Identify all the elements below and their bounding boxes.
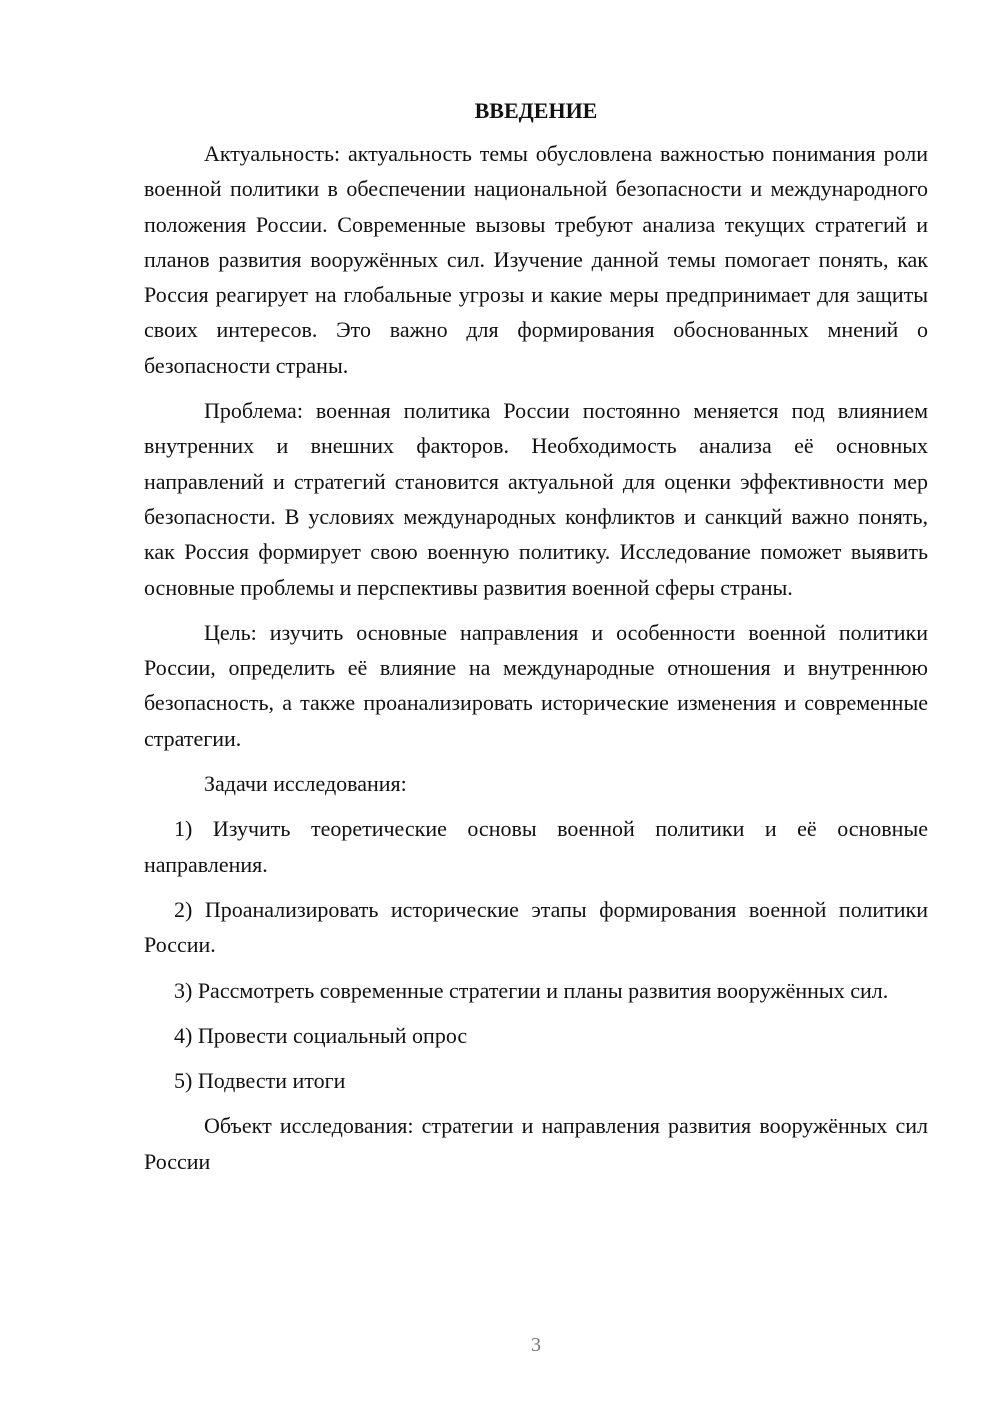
task-item-4: 4) Провести социальный опрос	[174, 1022, 468, 1048]
tasks-heading: Задачи исследования:	[204, 771, 407, 797]
page-number: 3	[531, 1334, 541, 1356]
goal-paragraph: Цель: изучить основные направления и особенности военной политики России, определить её влияние на международные отношения и внутреннюю безопасность, а также проанализировать исторические изменения и современные стратегии.	[144, 619, 928, 751]
object-paragraph: Объект исследования: стратегии и направления развития вооружённых сил России	[144, 1113, 928, 1174]
section-heading: ВВЕДЕНИЕ	[474, 98, 598, 123]
problem-paragraph: Проблема: военная политика России постоянно меняется под влиянием внутренних и внешних факторов. Необходимость анализа её основных направлений и стратегий становится актуальной для оценки эффективности мер безопасности. В условиях международных конфликтов и санкций важно понять, как Россия формирует свою военную политику. Исследование поможет выявить основные проблемы и перспективы развития военной сферы страны.	[144, 398, 928, 600]
page-content	[144, 96, 928, 1189]
relevance-paragraph: Актуальность: актуальность темы обусловлена важностью понимания роли военной политики в обеспечении национальной безопасности и международного положения России. Современные вызовы требуют анализа текущих стратегий и планов развития вооружённых сил. Изучение данной темы помогает понять, как Россия реагирует на глобальные угрозы и какие меры предпринимает для защиты своих интересов. Это важно для формирования обоснованных мнений о безопасности страны.	[144, 141, 928, 378]
task-item-2: 2) Проанализировать исторические этапы формирования военной политики России.	[144, 896, 928, 958]
task-item-1: 1) Изучить теоретические основы военной политики и её основные направления.	[144, 816, 928, 877]
task-item-3: 3) Рассмотреть современные стратегии и планы развития вооружённых сил.	[174, 977, 889, 1003]
task-item-5: 5) Подвести итоги	[174, 1068, 346, 1094]
